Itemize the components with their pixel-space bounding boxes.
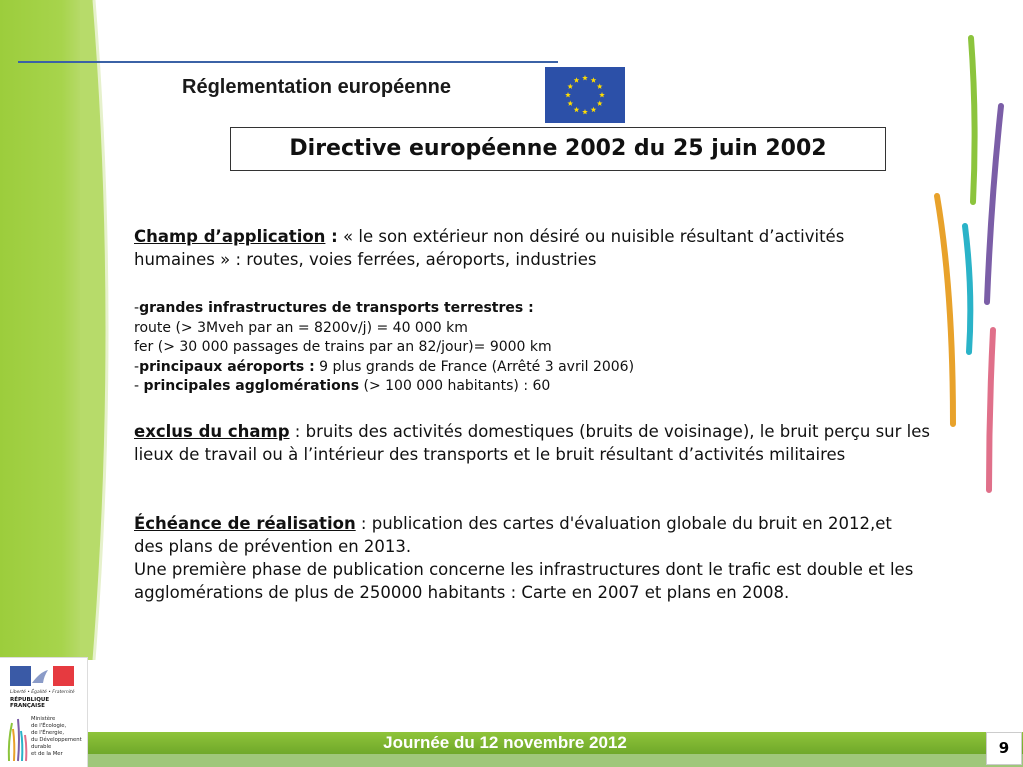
- echeance-paragraph: [134, 512, 964, 604]
- ministry-line: durable: [31, 744, 52, 750]
- top-divider-line: [18, 61, 558, 63]
- list-dash: -: [134, 358, 140, 375]
- champ-application-text: « le son extérieur non désiré ou nuisible résultant d’activités humaines » : routes, voies ferrées, aéroports, industries: [134, 227, 845, 269]
- champ-application-label: Champ d’application: [134, 227, 326, 246]
- list-item: [134, 358, 934, 378]
- decorative-color-strokes: [925, 30, 1005, 500]
- left-band-curve: [80, 0, 120, 660]
- exclus-paragraph: [134, 420, 934, 466]
- list-item: [134, 377, 934, 397]
- echeance-second-text: Une première phase de publication concerne les infrastructures dont le trafic est double et les agglomérations de plus de 250000 habitants : Carte en 2007 et plans en 2008.: [134, 560, 914, 602]
- champ-application-separator: :: [325, 227, 338, 246]
- ministry-line: Ministère: [31, 716, 56, 722]
- devise-text: Liberté • Égalité • Fraternité: [10, 690, 75, 695]
- exclus-text: : bruits des activités domestiques (bruits de voisinage), le bruit perçu sur les lieux de travail ou à l’intérieur des transports et le bruit résultant d’activités militaires: [134, 422, 930, 464]
- directive-title-box: [230, 127, 886, 171]
- republique-francaise-text: RÉPUBLIQUE FRANÇAISE: [10, 697, 50, 709]
- list-dash: -: [134, 378, 144, 394]
- footer-strip: [88, 754, 1023, 767]
- ministry-mark-icon: [6, 713, 28, 763]
- echeance-line: [134, 512, 904, 558]
- footer-event-title: Journée du 12 novembre 2012: [383, 733, 627, 752]
- list-item-bold: grandes infrastructures de transports terrestres :: [139, 300, 534, 316]
- ministry-name: [31, 716, 87, 758]
- marianne-flag-icon: [10, 666, 74, 686]
- list-item: [134, 299, 934, 319]
- infrastructure-list: [134, 299, 934, 397]
- page-number: 9: [998, 739, 1010, 757]
- list-item-bold: principaux aéroports :: [139, 358, 315, 375]
- eu-flag-icon: [545, 67, 625, 123]
- echeance-text: : publication des cartes d'évaluation globale du bruit en 2012,et des plans de prévention en 2013.: [134, 514, 892, 556]
- ministry-line: et de la Mer: [31, 751, 63, 757]
- list-item-bold: principales agglomérations: [143, 378, 360, 394]
- list-dash: -: [134, 300, 140, 316]
- list-item-text: 9 plus grands de France (Arrêté 3 avril 2006): [314, 358, 635, 375]
- left-green-band: [0, 0, 88, 657]
- list-item: route (> 3Mveh par an = 8200v/j) = 40 000 km: [134, 319, 468, 336]
- ministry-line: du Développement: [31, 737, 82, 743]
- list-item-text: (> 100 000 habitants) : 60: [359, 378, 551, 394]
- ministry-line: de l'Écologie,: [31, 723, 67, 729]
- list-item: fer (> 30 000 passages de trains par an 82/jour)= 9000 km: [134, 339, 552, 355]
- page-number-box: [986, 732, 1022, 765]
- exclus-label: exclus du champ: [134, 422, 290, 441]
- section-title: Réglementation européenne: [182, 76, 451, 98]
- directive-title: Directive européenne 2002 du 25 juin 2002: [289, 136, 827, 161]
- echeance-label: Échéance de réalisation: [134, 514, 356, 533]
- champ-application-paragraph: [134, 225, 914, 271]
- ministry-line: de l'Énergie,: [31, 730, 65, 736]
